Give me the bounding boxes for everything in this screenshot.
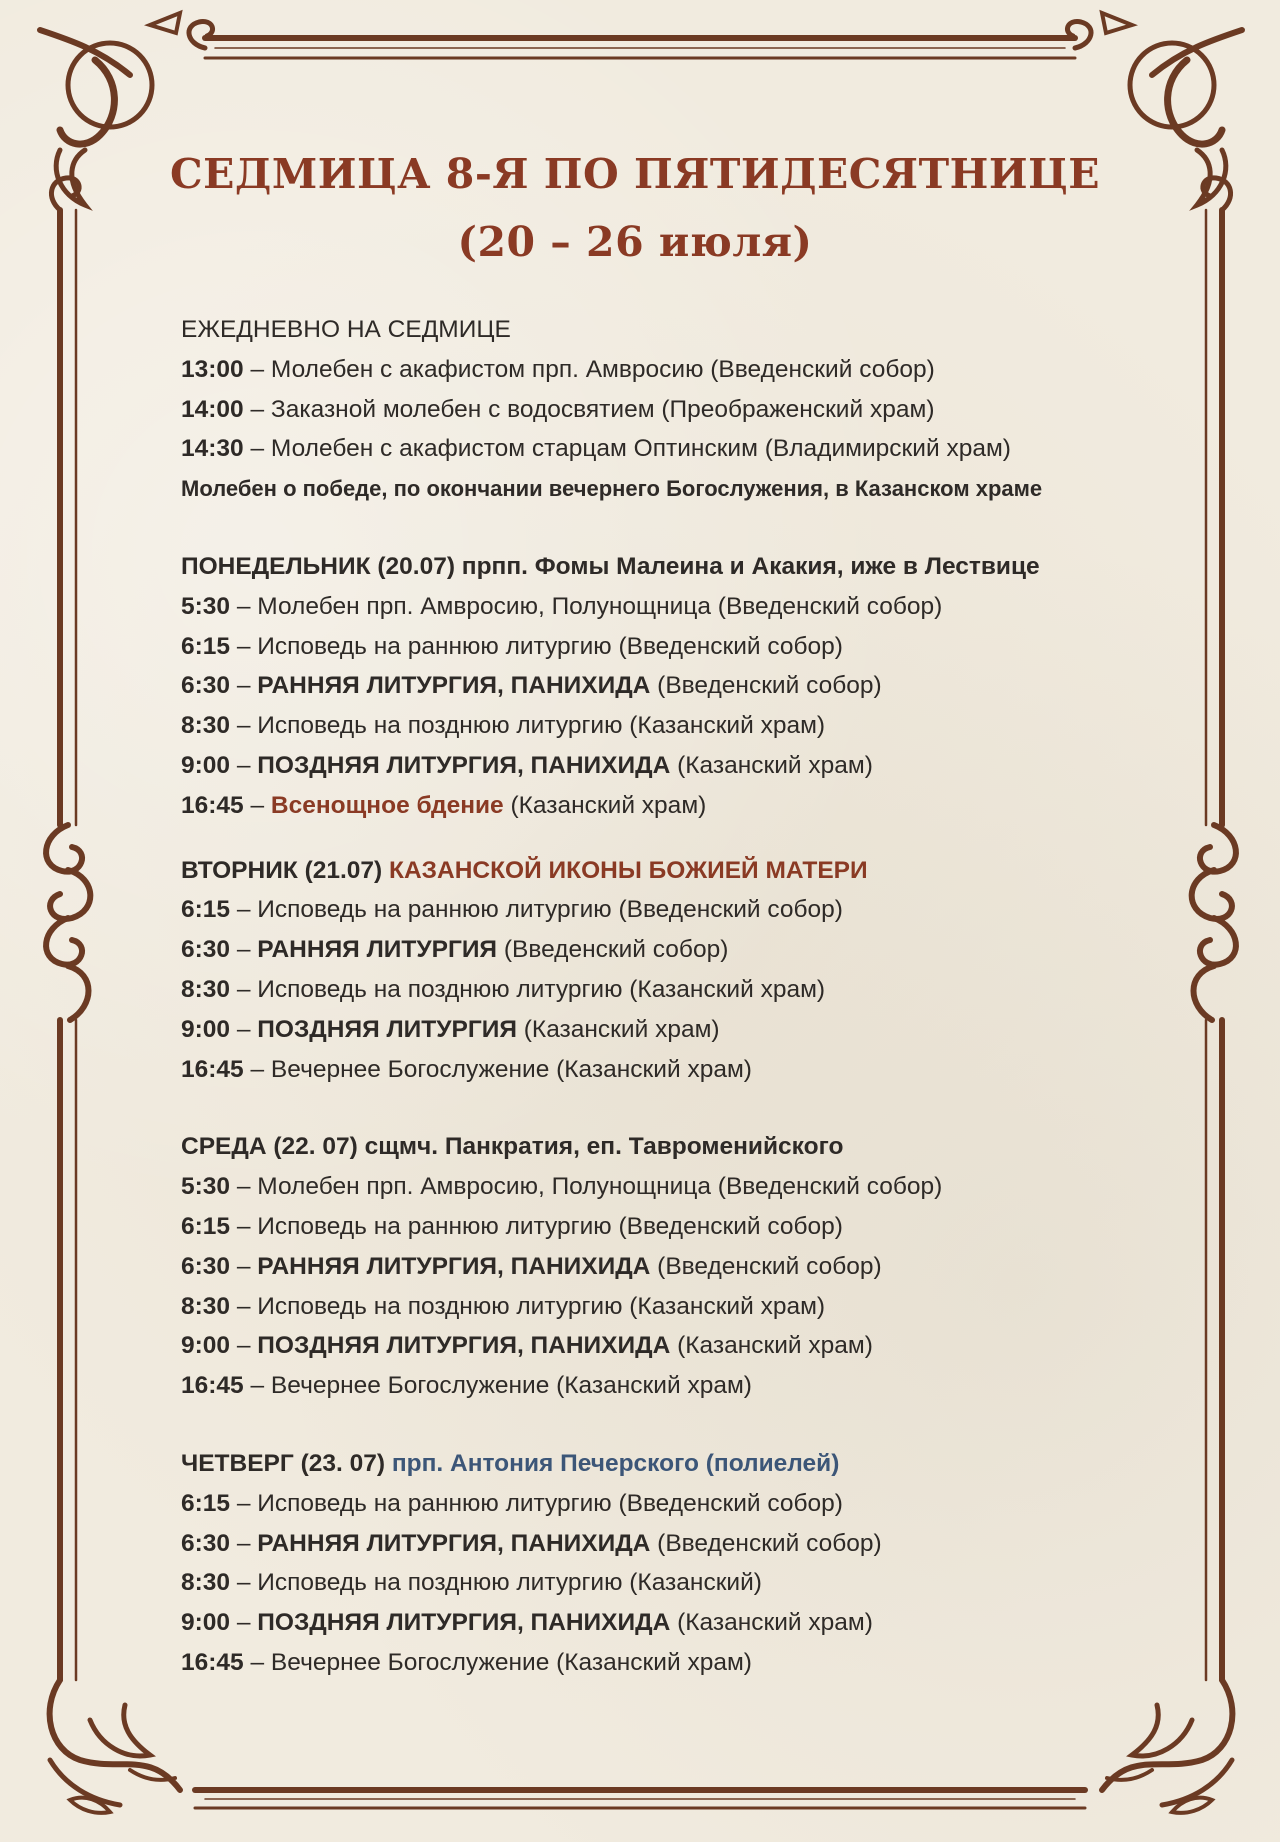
service-highlight: РАННЯЯ ЛИТУРГИЯ, ПАНИХИДА bbox=[257, 1252, 651, 1280]
service-highlight: РАННЯЯ ЛИТУРГИЯ, ПАНИХИДА bbox=[257, 1529, 651, 1557]
service: – Исповедь на позднюю литургию (Казанский) bbox=[230, 1569, 762, 1597]
date-range-subtitle: (20 – 26 июля) bbox=[457, 218, 813, 266]
schedule-row bbox=[181, 627, 1171, 667]
daily-note: Молебен о победе, по окончании вечернего Богослужения, в Казанском храме bbox=[181, 476, 1043, 502]
schedule-row bbox=[181, 1603, 1171, 1643]
time: 13:00 bbox=[181, 355, 244, 383]
service-highlight: ПОЗДНЯЯ ЛИТУРГИЯ, ПАНИХИДА bbox=[257, 1609, 671, 1637]
time: 16:45 bbox=[181, 1648, 244, 1676]
schedule-row bbox=[181, 1207, 1171, 1247]
schedule-row bbox=[181, 706, 1171, 746]
schedule bbox=[181, 310, 1171, 1683]
time: 8:30 bbox=[181, 1292, 231, 1320]
service-place: (Казанский храм) bbox=[670, 1609, 873, 1637]
thursday-section bbox=[181, 1444, 1171, 1683]
schedule-row bbox=[181, 890, 1171, 930]
service: – bbox=[230, 1015, 258, 1043]
service: – bbox=[230, 1609, 258, 1637]
time: 6:15 bbox=[181, 632, 231, 660]
service: – bbox=[230, 1252, 258, 1280]
time: 16:45 bbox=[181, 791, 244, 819]
service: – Исповедь на позднюю литургию (Казанский храм) bbox=[230, 712, 826, 740]
service-place: (Введенский собор) bbox=[650, 1529, 882, 1557]
time: 14:00 bbox=[181, 395, 244, 423]
schedule-row bbox=[181, 1563, 1171, 1603]
time: 14:30 bbox=[181, 435, 244, 463]
schedule-row bbox=[181, 786, 1171, 826]
time: 9:00 bbox=[181, 1609, 231, 1637]
service: – Молебен с акафистом старцам Оптинским (Владимирский храм) bbox=[243, 435, 1011, 463]
service-highlight: РАННЯЯ ЛИТУРГИЯ, ПАНИХИДА bbox=[257, 672, 651, 700]
service: – Исповедь на позднюю литургию (Казанский храм) bbox=[230, 975, 826, 1003]
service: – Молебен с акафистом прп. Амвросию (Введенский собор) bbox=[243, 355, 935, 383]
time: 16:45 bbox=[181, 1055, 244, 1083]
daily-section bbox=[181, 310, 1171, 509]
day-label: ВТОРНИК (21.07) bbox=[181, 856, 390, 884]
time: 9:00 bbox=[181, 751, 231, 779]
time: 5:30 bbox=[181, 1173, 231, 1201]
time: 6:30 bbox=[181, 672, 231, 700]
service-place: (Введенский собор) bbox=[497, 936, 729, 964]
time: 9:00 bbox=[181, 1332, 231, 1360]
service: – Исповедь на раннюю литургию (Введенский собор) bbox=[230, 1489, 843, 1517]
service: – Исповедь на позднюю литургию (Казанский храм) bbox=[230, 1292, 826, 1320]
monday-section bbox=[181, 547, 1171, 826]
schedule-row bbox=[181, 350, 1171, 390]
service: – bbox=[243, 791, 271, 819]
service: – bbox=[230, 1332, 258, 1360]
time: 5:30 bbox=[181, 592, 231, 620]
service: – Исповедь на раннюю литургию (Введенский собор) bbox=[230, 632, 843, 660]
service: – Заказной молебен с водосвятием (Преображенский храм) bbox=[243, 395, 935, 423]
time: 6:15 bbox=[181, 1212, 231, 1240]
service: – Вечернее Богослужение (Казанский храм) bbox=[243, 1055, 752, 1083]
service: – bbox=[230, 672, 258, 700]
service-place: (Введенский собор) bbox=[650, 1252, 882, 1280]
feast-label: КАЗАНСКОЙ ИКОНЫ БОЖИЕЙ МАТЕРИ bbox=[389, 856, 868, 884]
service-highlight: РАННЯЯ ЛИТУРГИЯ bbox=[257, 936, 498, 964]
time: 8:30 bbox=[181, 712, 231, 740]
day-label: ЧЕТВЕРГ (23. 07) bbox=[181, 1449, 392, 1477]
service-place: (Введенский собор) bbox=[650, 672, 882, 700]
schedule-row bbox=[181, 1010, 1171, 1050]
service: – bbox=[230, 751, 258, 779]
feast-label: прп. Антония Печерского (полиелей) bbox=[391, 1449, 840, 1477]
day-header bbox=[181, 1444, 1171, 1484]
schedule-row bbox=[181, 1287, 1171, 1327]
day-header bbox=[181, 851, 1171, 891]
daily-header: ЕЖЕДНЕВНО НА СЕДМИЦЕ bbox=[181, 316, 511, 343]
time: 6:30 bbox=[181, 1252, 231, 1280]
schedule-row bbox=[181, 429, 1171, 469]
tuesday-section bbox=[181, 851, 1171, 1090]
time: 16:45 bbox=[181, 1372, 244, 1400]
schedule-row bbox=[181, 1524, 1171, 1564]
day-header: ПОНЕДЕЛЬНИК (20.07) прпп. Фомы Малеина и Акакия, иже в Лествице bbox=[181, 552, 1040, 580]
schedule-row bbox=[181, 1167, 1171, 1207]
service: – Вечернее Богослужение (Казанский храм) bbox=[243, 1648, 752, 1676]
service: – bbox=[230, 936, 258, 964]
service: – Вечернее Богослужение (Казанский храм) bbox=[243, 1372, 752, 1400]
schedule-row bbox=[181, 746, 1171, 786]
wednesday-section bbox=[181, 1127, 1171, 1406]
service-place: (Казанский храм) bbox=[670, 751, 873, 779]
service: – Молебен прп. Амвросию, Полунощница (Введенский собор) bbox=[230, 1173, 943, 1201]
service-place: (Казанский храм) bbox=[516, 1015, 720, 1043]
service-highlight: ПОЗДНЯЯ ЛИТУРГИЯ, ПАНИХИДА bbox=[257, 751, 671, 779]
schedule-row bbox=[181, 930, 1171, 970]
time: 8:30 bbox=[181, 975, 231, 1003]
schedule-row bbox=[181, 1484, 1171, 1524]
schedule-row bbox=[181, 587, 1171, 627]
service: – Исповедь на раннюю литургию (Введенский собор) bbox=[230, 896, 843, 924]
service: – Исповедь на раннюю литургию (Введенский собор) bbox=[230, 1212, 843, 1240]
time: 9:00 bbox=[181, 1015, 231, 1043]
service-place: (Казанский храм) bbox=[670, 1332, 873, 1360]
service-place: (Казанский храм) bbox=[503, 791, 707, 819]
schedule-row bbox=[181, 666, 1171, 706]
time: 6:30 bbox=[181, 936, 231, 964]
schedule-row bbox=[181, 390, 1171, 430]
time: 6:30 bbox=[181, 1529, 231, 1557]
service: – bbox=[230, 1529, 258, 1557]
time: 6:15 bbox=[181, 1489, 231, 1517]
service-highlight: Всенощное бдение bbox=[270, 791, 504, 819]
schedule-row bbox=[181, 1326, 1171, 1366]
service-highlight: ПОЗДНЯЯ ЛИТУРГИЯ, ПАНИХИДА bbox=[257, 1332, 671, 1360]
day-header: СРЕДА (22. 07) сщмч. Панкратия, еп. Тавроменийского bbox=[181, 1133, 844, 1161]
schedule-row bbox=[181, 1643, 1171, 1683]
schedule-row bbox=[181, 1366, 1171, 1406]
time: 6:15 bbox=[181, 896, 231, 924]
time: 8:30 bbox=[181, 1569, 231, 1597]
schedule-row bbox=[181, 970, 1171, 1010]
schedule-row bbox=[181, 1247, 1171, 1287]
service-highlight: ПОЗДНЯЯ ЛИТУРГИЯ bbox=[257, 1015, 517, 1043]
page-title: СЕДМИЦА 8-Я ПО ПЯТИДЕСЯТНИЦЕ bbox=[170, 150, 1100, 198]
schedule-row bbox=[181, 1050, 1171, 1090]
service: – Молебен прп. Амвросию, Полунощница (Введенский собор) bbox=[230, 592, 943, 620]
